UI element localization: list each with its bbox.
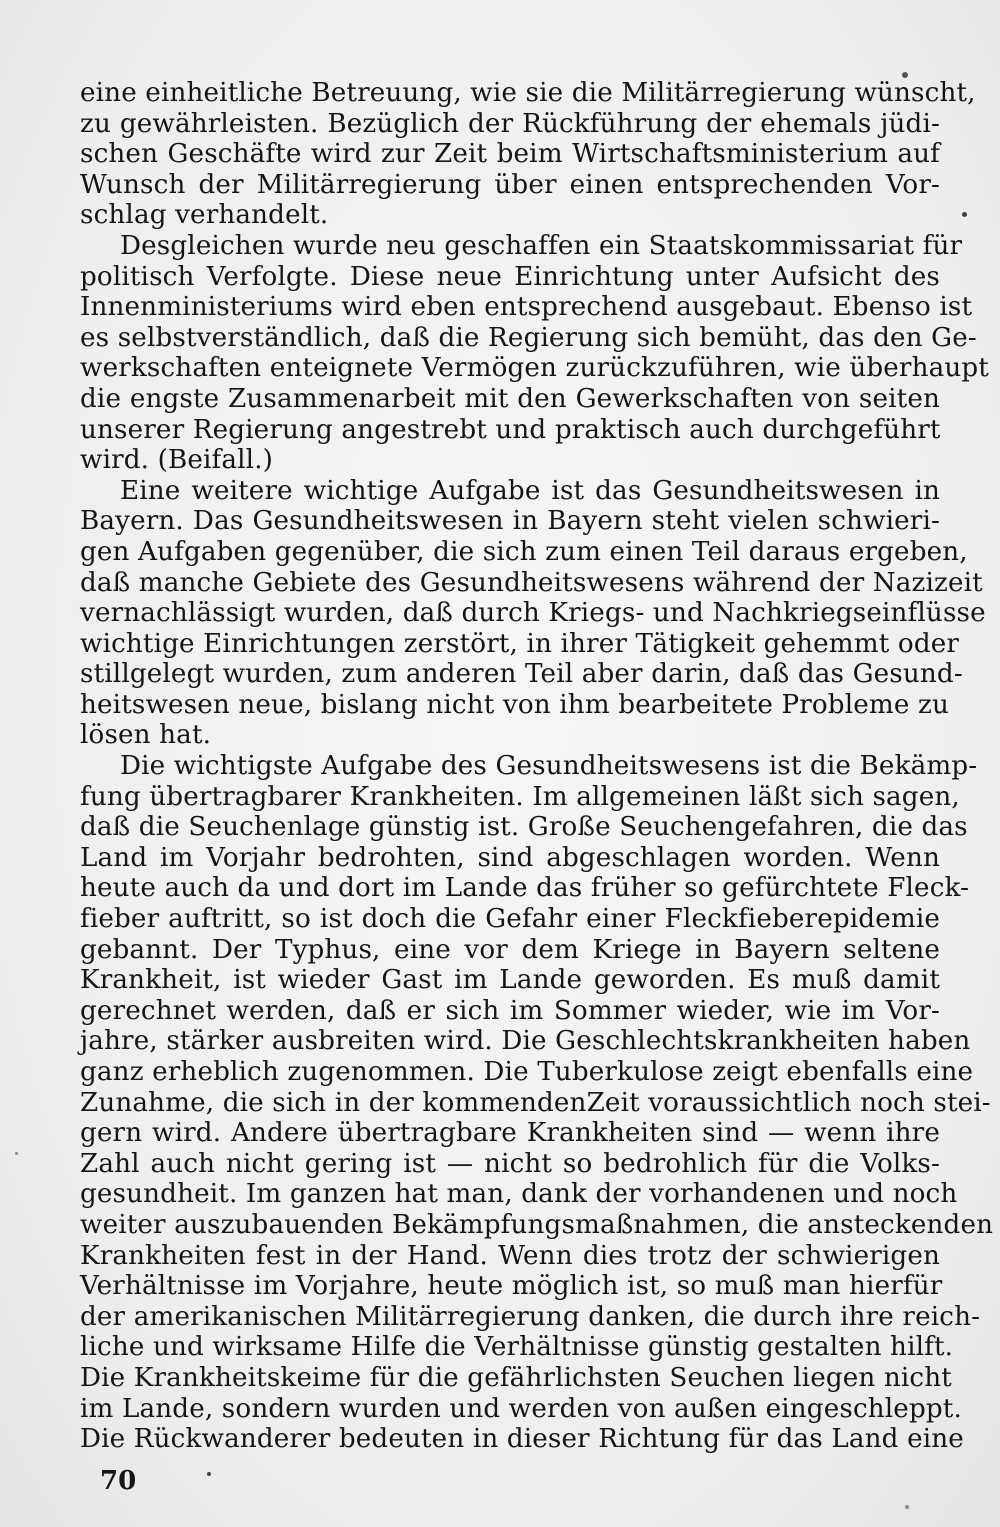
- ink-speck: [207, 1472, 211, 1476]
- text-line: Bayern. Das Gesundheitswesen in Bayern steht vielen schwieri-: [80, 506, 940, 537]
- ink-speck: [962, 212, 967, 217]
- text-line: ganz erheblich zugenommen. Die Tuberkulose zeigt ebenfalls eine: [80, 1057, 974, 1087]
- paragraph-2: [80, 230, 989, 476]
- text-line: Land im Vorjahr bedrohten, sind abgeschlagen worden. Wenn: [80, 842, 940, 873]
- text-line: lösen hat.: [80, 720, 212, 751]
- text-line: wird. (Beifall.): [80, 445, 274, 476]
- text-line: Die Krankheitskeime für die gefährlichsten Seuchen liegen nicht: [80, 1362, 952, 1393]
- text-line: politisch Verfolgte. Diese neue Einrichtung unter Aufsicht des: [80, 261, 940, 292]
- text-line: schlag verhandelt.: [80, 200, 329, 231]
- text-line: Die Rückwanderer bedeuten in dieser Richtung für das Land eine: [80, 1424, 964, 1455]
- page-number: 70: [100, 1466, 137, 1496]
- text-line: die engste Zusammenarbeit mit den Gewerkschaften von seiten: [80, 383, 940, 414]
- text-line: Innenministeriums wird eben entsprechend ausgebaut. Ebenso ist: [80, 292, 973, 323]
- text-line: gern wird. Andere übertragbare Krankheiten sind — wenn ihre: [80, 1118, 940, 1149]
- text-line: Zahl auch nicht gering ist — nicht so bedrohlich für die Volks-: [80, 1148, 940, 1179]
- text-line: Eine weitere wichtige Aufgabe ist das Gesundheitswesen in: [120, 475, 940, 506]
- text-line: stillgelegt wurden, zum anderen Teil aber darin, daß das Gesund-: [80, 659, 963, 690]
- text-line: daß die Seuchenlage günstig ist. Große Seuchengefahren, die das: [80, 812, 968, 843]
- text-line: Krankheit, ist wieder Gast im Lande geworden. Es muß damit: [80, 965, 940, 996]
- text-line: werkschaften enteignete Vermögen zurückzuführen, wie überhaupt: [80, 353, 989, 384]
- text-line: gen Aufgaben gegenüber, die sich zum einen Teil daraus ergeben,: [80, 536, 968, 567]
- text-line: eine einheitliche Betreuung, wie sie die Militärregierung wünscht,: [80, 78, 976, 108]
- text-line: schen Geschäfte wird zur Zeit beim Wirtschaftsministerium auf: [80, 139, 940, 170]
- paragraph-4: [80, 751, 994, 1455]
- paragraph-3: [80, 475, 986, 751]
- ink-speck: [15, 1152, 18, 1155]
- text-line: heitswesen neue, bislang nicht von ihm bearbeitete Probleme zu: [80, 689, 949, 720]
- text-line: fieber auftritt, so ist doch die Gefahr einer Fleckfieberepidemie: [80, 904, 940, 935]
- text-line: Verhältnisse im Vorjahre, heute möglich ist, so muß man hierfür: [80, 1271, 943, 1302]
- paragraph-1: [80, 78, 976, 231]
- text-line: es selbstverständlich, daß die Regierung sich bemüht, das den Ge-: [80, 322, 977, 353]
- text-line: Die wichtigste Aufgabe des Gesundheitswesens ist die Bekämp-: [120, 751, 978, 782]
- text-line: weiter auszubauenden Bekämpfungsmaßnahmen, die ansteckenden: [80, 1209, 994, 1240]
- text-line: im Lande, sondern wurden und werden von außen eingeschleppt.: [80, 1393, 962, 1424]
- text-line: heute auch da und dort im Lande das früher so gefürchtete Fleck-: [80, 873, 970, 904]
- text-line: wichtige Einrichtungen zerstört, in ihrer Tätigkeit gehemmt oder: [80, 628, 960, 659]
- text-line: gebannt. Der Typhus, eine vor dem Kriege in Bayern seltene: [80, 934, 940, 965]
- text-line: daß manche Gebiete des Gesundheitswesens während der Nazizeit: [80, 567, 983, 598]
- ink-speck: [902, 72, 908, 78]
- text-line: jahre, stärker ausbreiten wird. Die Geschlechtskrankheiten haben: [80, 1026, 971, 1057]
- text-line: Wunsch der Militärregierung über einen entsprechenden Vor-: [80, 169, 940, 200]
- text-line: der amerikanischen Militärregierung danken, die durch ihre reich-: [80, 1301, 981, 1332]
- text-line: Zunahme, die sich in der kommendenZeit voraussichtlich noch stei-: [80, 1087, 991, 1118]
- text-line: vernachlässigt wurden, daß durch Kriegs- und Nachkriegseinflüsse: [80, 598, 986, 629]
- ink-speck: [905, 1505, 909, 1509]
- body-text: [80, 78, 994, 1455]
- text-line: gerechnet werden, daß er sich im Sommer wieder, wie im Vor-: [80, 995, 940, 1026]
- text-line: gesundheit. Im ganzen hat man, dank der vorhandenen und noch: [80, 1179, 958, 1210]
- text-line: fung übertragbarer Krankheiten. Im allgemeinen läßt sich sagen,: [80, 781, 960, 812]
- text-line: Desgleichen wurde neu geschaffen ein Staatskommissariat für: [120, 230, 963, 261]
- text-line: liche und wirksame Hilfe die Verhältnisse günstig gestalten hilft.: [80, 1332, 954, 1363]
- text-line: unserer Regierung angestrebt und praktisch auch durchgeführt: [80, 414, 941, 445]
- text-line: Krankheiten fest in der Hand. Wenn dies trotz der schwierigen: [80, 1240, 940, 1271]
- text-line: zu gewährleisten. Bezüglich der Rückführung der ehemals jüdi-: [80, 108, 940, 139]
